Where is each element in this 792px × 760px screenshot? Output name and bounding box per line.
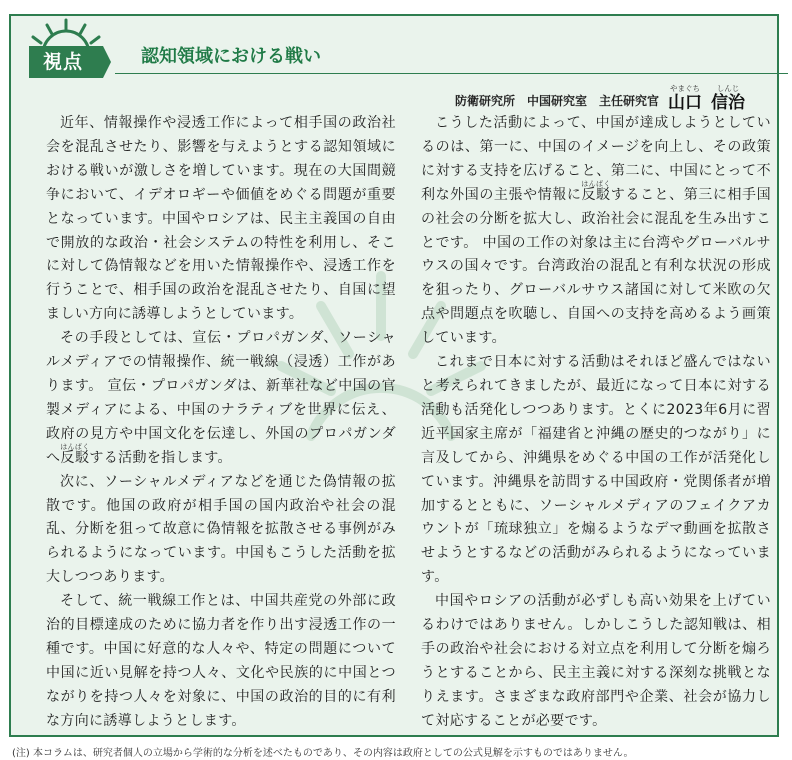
paragraph: 中国やロシアの活動が必ずしも高い効果を上げているわけではありません。しかしこうした認知戦は、相手の政治や社会における対立点を利用して分断を煽ろうとすることから、民主主義に対する深刻な挑戦となりえます。さまざまな政府部門や企業、社会が協力して対応することが必要です。 bbox=[421, 593, 771, 729]
author-surname-block bbox=[668, 84, 702, 113]
author-given-ruby: しんじ bbox=[716, 84, 740, 93]
author-given-block bbox=[711, 84, 745, 113]
author-given-name: 信治 bbox=[711, 93, 745, 113]
article-title: 認知領域における戦い bbox=[141, 46, 321, 67]
article-column-left bbox=[46, 112, 396, 734]
section-badge bbox=[21, 16, 111, 78]
paragraph: 近年、情報操作や浸透工作によって相手国の政治社会を混乱させたり、影響を与えようとする認知領域における戦いが激しさを増しています。現在の大国間競争において、イデオロギーや価値をめぐる問題が重要となっています。中国やロシアは、民主主義国の自由で開放的な政治・社会システムの特性を利用し、そこに対して偽情報などを用いた情報操作や、浸透工作を行うことで、相手国の政治を混乱させたり、自国に望ましい方向に誘導しようとしています。 bbox=[46, 115, 396, 323]
paragraph: こうした活動によって、中国が達成しようとしているのは、第一に、中国のイメージを向上し、その政策に対する支持を広げること、第二に、中国にとって不利な外国の主張や情報に反駁はんばくすること、第三に相手国の社会の分断を拡大し、政治社会に混乱を生み出すことです。 中国の工作の対象は主に台湾やグローバルサウスの国々です。台湾政治の混乱と有利な状況の形成を狙ったり、グローバルサウス諸国に対して米欧の欠点や問題点を吹聴し、自国への支持を高めるよう画策しています。 bbox=[421, 115, 771, 347]
ruby-word: 反駁はんばく bbox=[60, 442, 90, 466]
paragraph: これまで日本に対する活動はそれほど盛んではないと考えられてきましたが、最近になって日本に対する活動も活発化しつつあります。とくに2023年6月に習近平国家主席が「福建省と沖縄の歴史的つながり」に言及してから、沖縄県をめぐる中国の工作が活発化しています。沖縄県を訪問する中国政府・党関係者が増加するとともに、ソーシャルメディアのフェイクアカウントが「琉球独立」を煽るようなデマ動画を拡散させようとするなどの活動がみられるようになっています。 bbox=[421, 354, 771, 586]
author-byline bbox=[455, 84, 745, 113]
author-surname: 山口 bbox=[668, 93, 702, 113]
paragraph: 次に、ソーシャルメディアなどを通じた偽情報の拡散です。他国の政府が相手国の国内政治や社会の混乱、分断を狙って故意に偽情報を拡散させる事例がみられるようになっています。中国もこうした活動を拡大しつつあります。 bbox=[46, 473, 396, 586]
author-surname-ruby: やまぐち bbox=[670, 84, 700, 93]
author-affiliation: 防衛研究所 中国研究室 主任研究官 bbox=[454, 94, 659, 108]
badge-label: 視点 bbox=[43, 51, 84, 73]
column-panel bbox=[9, 14, 779, 737]
paragraph: そして、統一戦線工作とは、中国共産党の外部に政治的目標達成のために協力者を作り出す浸透工作の一種です。中国に好意的な人々や、特定の問題について中国に近い見解を持つ人々、文化や民族的に中国とつながりを持つ人々を対象に、中国の政治的目的に有利な方向に誘導しようとします。 bbox=[46, 593, 396, 729]
title-divider bbox=[115, 73, 788, 74]
article-column-right bbox=[421, 112, 771, 734]
paragraph: その手段としては、宣伝・プロパガンダ、ソーシャルメディアでの情報操作、統一戦線（浸透）工作があります。 宣伝・プロパガンダは、新華社など中国の官製メディアによる、中国のナラティブを世界に伝え、政府の見方や中国文化を伝達し、外国のプロパガンダへ反駁はんばくする活動を指します。 bbox=[46, 330, 396, 466]
footnote: (注) 本コラムは、研究者個人の立場から学術的な分析を述べたものであり、その内容は政府としての公式見解を示すものではありません。 bbox=[12, 748, 634, 759]
ruby-word: 反駁はんばく bbox=[581, 179, 611, 203]
